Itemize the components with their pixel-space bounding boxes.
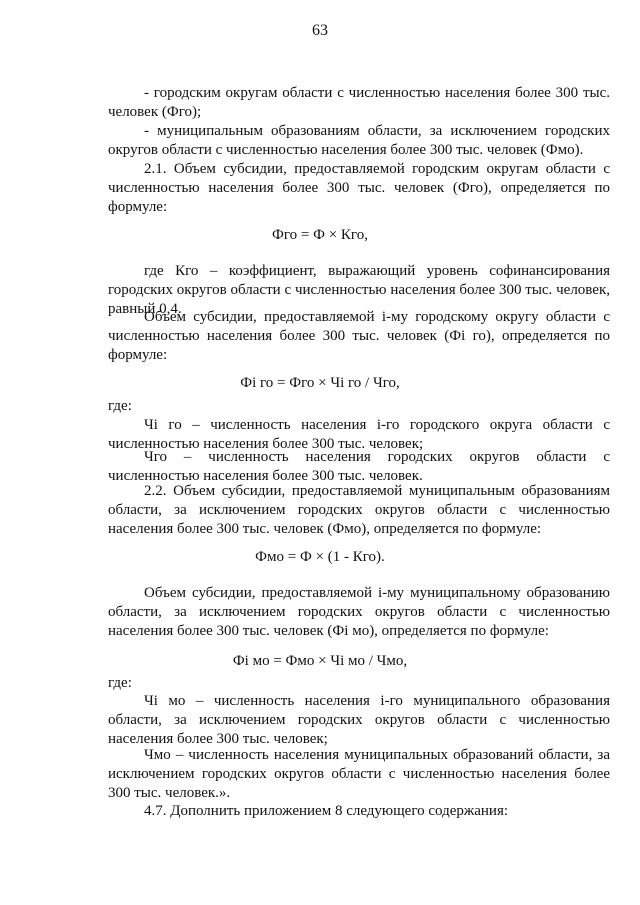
formula-f-i-mo: Фi мо = Фмо × Чi мо / Чмо, xyxy=(232,653,408,669)
paragraph-ch-i-go: Чi го – численность населения i-го городского округа области с численностью населения более 300 тыс. человек; xyxy=(108,417,610,452)
paragraph-i-city-district: Объем субсидии, предоставляемой i-му городскому округу области с численностью населения более 300 тыс. человек (Фi го), определяется по формуле: xyxy=(108,309,610,363)
where-label: где: xyxy=(108,398,132,414)
page-number: 63 xyxy=(312,22,328,39)
paragraph-k-go-definition: где Кго – коэффициент, выражающий уровень софинансирования городских округов области с численностью населения более 300 тыс. человек, равный 0,4. xyxy=(108,263,610,317)
paragraph-2-1: 2.1. Объем субсидии, предоставляемой городским округам области с численностью населения более 300 тыс. человек (Фго), определяется по формуле: xyxy=(108,161,610,215)
paragraph-ch-go: Чго – численность населения городских округов области с численностью населения более 300 тыс. человек. xyxy=(108,449,610,484)
paragraph-2-2: 2.2. Объем субсидии, предоставляемой муниципальным образованиям области, за исключением городских округов области с численностью населения более 300 тыс. человек (Фмо), определяется по формуле: xyxy=(108,483,610,537)
paragraph-ch-mo: Чмо – численность населения муниципальных образований области, за исключением городских округов области с численностью населения более 300 тыс. человек.». xyxy=(108,747,610,801)
paragraph-4-7: 4.7. Дополнить приложением 8 следующего содержания: xyxy=(144,803,509,819)
paragraph-i-municipality: Объем субсидии, предоставляемой i-му муниципальному образованию области, за исключением городских округов области с численностью населения более 300 тыс. человек (Фi мо), определяется по формуле: xyxy=(108,585,610,639)
formula-f-i-go: Фi го = Фго × Чi го / Чго, xyxy=(240,375,400,391)
paragraph-item-city-districts: - городским округам области с численностью населения более 300 тыс. человек (Фго); xyxy=(108,85,610,120)
formula-f-mo: Фмо = Ф × (1 - Кго). xyxy=(255,549,385,565)
where-label: где: xyxy=(108,675,132,691)
paragraph-ch-i-mo: Чi мо – численность населения i-го муниципального образования области, за исключением городских округов области с численностью населения более 300 тыс. человек; xyxy=(108,693,610,747)
formula-f-go: Фго = Ф × Кго, xyxy=(272,227,368,243)
paragraph-item-municipalities: - муниципальным образованиям области, за исключением городских округов области с численностью населения более 300 тыс. человек (Фмо). xyxy=(108,123,610,158)
